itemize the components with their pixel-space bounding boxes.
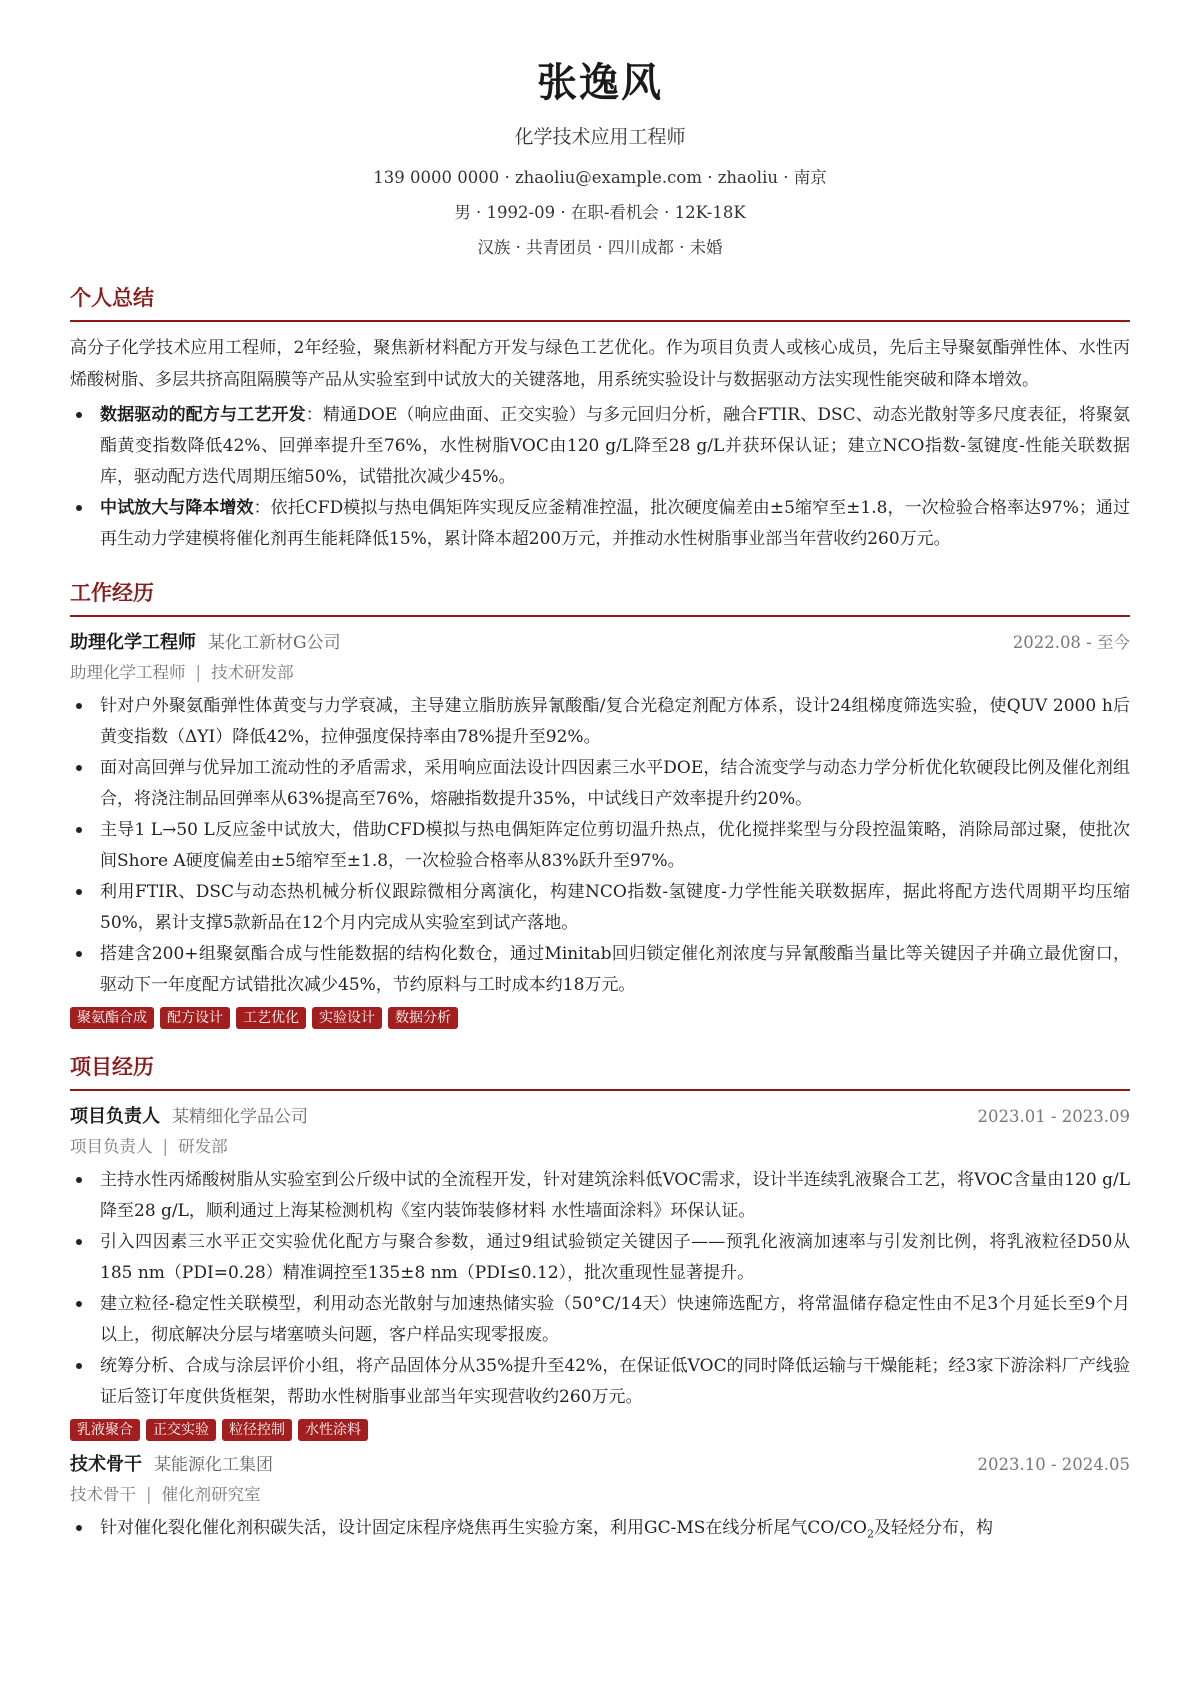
summary-point-text: ：精通DOE（响应曲面、正交实验）与多元回归分析，融合FTIR、DSC、动态光散射等多尺度表征，将聚氨酯黄变指数降低42%、回弹率提升至76%，水性树脂VOC由120 g/L降至28 g/L并获环保认证；建立NCO指数-氢键度-性能关联数据库，驱动配方迭代周期压缩50%，试错批次减少45%。	[100, 405, 1130, 487]
entry-bullet: 利用FTIR、DSC与动态热机械分析仪跟踪微相分离演化，构建NCO指数-氢键度-力学性能关联数据库，据此将配方迭代周期平均压缩50%，累计支撑5款新品在12个月内完成从实验室到试产落地。	[70, 877, 1130, 939]
basic-info-line: 男 · 1992-09 · 在职-看机会 · 12K-18K	[454, 203, 746, 222]
entry-subline	[70, 1133, 1130, 1161]
project-entry	[70, 1449, 1130, 1549]
entry-bullet: 主持水性丙烯酸树脂从实验室到公斤级中试的全流程开发，针对建筑涂料低VOC需求，设计半连续乳液聚合工艺，将VOC含量由120 g/L降至28 g/L，顺利通过上海某检测机构《室内装饰装修材料 水性墙面涂料》环保认证。	[70, 1165, 1130, 1227]
entry-role: 助理化学工程师	[70, 632, 196, 653]
entry-department: 催化剂研究室	[161, 1485, 261, 1504]
skill-tag: 数据分析	[388, 1007, 458, 1029]
entry-bullet: 统筹分析、合成与涂层评价小组，将产品固体分从35%提升至42%，在保证低VOC的同时降低运输与干燥能耗；经3家下游涂料厂产线验证后签订年度供货框架，帮助水性树脂事业部当年实现营收约260万元。	[70, 1351, 1130, 1413]
summary-point	[70, 493, 1130, 555]
entry-bullets	[70, 1165, 1130, 1413]
projects-section	[70, 1051, 1130, 1549]
entry-bullets	[70, 1513, 1130, 1549]
skill-tag: 实验设计	[312, 1007, 382, 1029]
project-entry	[70, 1101, 1130, 1441]
entry-role: 项目负责人	[70, 1106, 160, 1127]
entry-organization: 某化工新材G公司	[208, 633, 341, 653]
section-heading-work: 工作经历	[70, 577, 1130, 617]
entry-position: 助理化学工程师	[70, 663, 186, 682]
entry-role: 技术骨干	[70, 1454, 142, 1475]
summary-text: 高分子化学技术应用工程师，2年经验，聚焦新材料配方开发与绿色工艺优化。作为项目负责人或核心成员，先后主导聚氨酯弹性体、水性丙烯酸树脂、多层共挤高阻隔膜等产品从实验室到中试放大的关键落地，用系统实验设计与数据驱动方法实现性能突破和降本增效。	[70, 338, 1130, 390]
bullet-text-after: 及轻烃分布，构	[874, 1518, 993, 1538]
resume-header	[70, 56, 1130, 260]
entry-header	[70, 627, 1130, 659]
entry-organization: 某能源化工集团	[154, 1455, 273, 1475]
personal-info-line: 汉族 · 共青团员 · 四川成都 · 未婚	[477, 238, 723, 257]
summary-point-label: 中试放大与降本增效	[100, 498, 254, 518]
entry-department: 技术研发部	[211, 663, 294, 682]
skill-tag: 粒径控制	[222, 1419, 292, 1441]
entry-bullet	[70, 1513, 1130, 1549]
summary-point	[70, 400, 1130, 493]
entry-position: 技术骨干	[70, 1485, 136, 1504]
skill-tag: 乳液聚合	[70, 1419, 140, 1441]
entry-bullet: 面对高回弹与优异加工流动性的矛盾需求，采用响应面法设计四因素三水平DOE，结合流变学与动态力学分析优化软硬段比例及催化剂组合，将浇注制品回弹率从63%提高至76%，熔融指数提升35%，中试线日产效率提升约20%。	[70, 753, 1130, 815]
entry-bullet: 搭建含200+组聚氨酯合成与性能数据的结构化数仓，通过Minitab回归锁定催化剂浓度与异氰酸酯当量比等关键因子并确立最优窗口，驱动下一年度配方试错批次减少45%，节约原料与工时成本约18万元。	[70, 939, 1130, 1001]
entry-bullets	[70, 691, 1130, 1001]
summary-points	[70, 400, 1130, 555]
entry-subline	[70, 1481, 1130, 1509]
skill-tag: 工艺优化	[236, 1007, 306, 1029]
entry-separator: |	[146, 1485, 152, 1504]
entry-subline	[70, 659, 1130, 687]
skill-tag: 配方设计	[160, 1007, 230, 1029]
candidate-name: 张逸风	[537, 59, 663, 106]
entry-organization: 某精细化学品公司	[172, 1107, 308, 1127]
skill-tag: 正交实验	[146, 1419, 216, 1441]
entry-bullet: 针对户外聚氨酯弹性体黄变与力学衰减，主导建立脂肪族异氰酸酯/复合光稳定剂配方体系，设计24组梯度筛选实验，使QUV 2000 h后黄变指数（ΔYI）降低42%，拉伸强度保持率由78%提升至92%。	[70, 691, 1130, 753]
entry-department: 研发部	[178, 1137, 228, 1156]
subscript: 2	[867, 1527, 874, 1541]
entry-header	[70, 1101, 1130, 1133]
entry-bullet: 引入四因素三水平正交实验优化配方与聚合参数，通过9组试验锁定关键因子——预乳化液滴加速率与引发剂比例，将乳液粒径D50从185 nm（PDI=0.28）精准调控至135±8 nm（PDI≤0.12），批次重现性显著提升。	[70, 1227, 1130, 1289]
skill-tags	[70, 1007, 1130, 1029]
work-section	[70, 577, 1130, 1029]
skill-tag: 聚氨酯合成	[70, 1007, 154, 1029]
entry-header	[70, 1449, 1130, 1481]
entry-date: 2023.01 - 2023.09	[977, 1107, 1130, 1126]
entry-date: 2022.08 - 至今	[1012, 633, 1130, 652]
contact-line: 139 0000 0000 · zhaoliu@example.com · zhaoliu · 南京	[373, 168, 827, 187]
summary-section	[70, 282, 1130, 555]
entry-bullet: 主导1 L→50 L反应釜中试放大，借助CFD模拟与热电偶矩阵定位剪切温升热点，优化搅拌桨型与分段控温策略，消除局部过聚，使批次间Shore A硬度偏差由±5缩窄至±1.8，一次检验合格率从83%跃升至97%。	[70, 815, 1130, 877]
bullet-text-before: 针对催化裂化催化剂积碳失活，设计固定床程序烧焦再生实验方案，利用GC-MS在线分析尾气CO/CO	[100, 1518, 867, 1538]
entry-bullet: 建立粒径-稳定性关联模型，利用动态光散射与加速热储实验（50°C/14天）快速筛选配方，将常温储存稳定性由不足3个月延长至9个月以上，彻底解决分层与堵塞喷头问题，客户样品实现零报废。	[70, 1289, 1130, 1351]
summary-point-text: ：依托CFD模拟与热电偶矩阵实现反应釜精准控温，批次硬度偏差由±5缩窄至±1.8，一次检验合格率达97%；通过再生动力学建模将催化剂再生能耗降低15%，累计降本超200万元，并推动水性树脂事业部当年营收约260万元。	[100, 498, 1130, 549]
section-heading-projects: 项目经历	[70, 1051, 1130, 1091]
entry-date: 2023.10 - 2024.05	[977, 1455, 1130, 1474]
entry-separator: |	[162, 1137, 169, 1156]
skill-tags	[70, 1419, 1130, 1441]
skill-tag: 水性涂料	[298, 1419, 368, 1441]
summary-point-label: 数据驱动的配方与工艺开发	[100, 405, 306, 425]
entry-separator: |	[195, 663, 202, 682]
job-title: 化学技术应用工程师	[514, 126, 686, 148]
section-heading-summary: 个人总结	[70, 282, 1130, 322]
work-entry	[70, 627, 1130, 1029]
entry-position: 项目负责人	[70, 1137, 153, 1156]
